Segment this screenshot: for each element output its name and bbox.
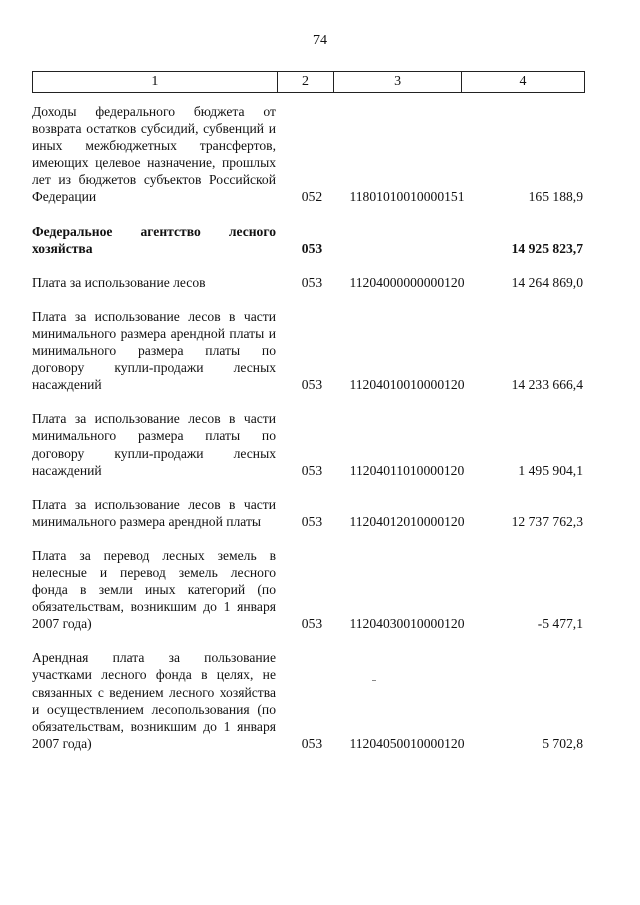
row-code: 11801010010000151 — [349, 189, 465, 205]
row-amount: 165 188,9 — [528, 189, 583, 205]
scan-speck — [372, 680, 376, 681]
row-chapter: 053 — [301, 462, 323, 478]
row-code: 11204050010000120 — [349, 735, 465, 751]
row-name: Плата за использование лесов в части минимального размера платы по договору купли-продажи лесных насаждений — [32, 411, 276, 478]
row-code: 11204030010000120 — [349, 616, 465, 632]
table-row — [32, 103, 585, 206]
row-chapter: 052 — [301, 189, 323, 205]
row-chapter: 053 — [301, 616, 323, 632]
row-name: Плата за перевод лесных земель в нелесные и перевод земель лесного фонда в земли иных категорий (по обязательствам, возникшим до 1 января 2007 года) — [32, 547, 276, 632]
row-chapter: 053 — [301, 240, 323, 256]
row-chapter: 053 — [301, 735, 323, 751]
row-spacer — [32, 479, 585, 496]
row-amount: -5 477,1 — [537, 616, 583, 632]
row-code: 11204011010000120 — [349, 462, 465, 478]
budget-rows — [32, 103, 585, 752]
row-amount: 1 495 904,1 — [518, 462, 583, 478]
row-name: Плата за использование лесов в части минимального размера арендной платы и минимального размера платы по договору купли-продажи лесных насаждений — [32, 308, 276, 393]
column-header-row — [33, 72, 585, 93]
row-name: Федеральное агентство лесного хозяйства — [32, 223, 276, 256]
row-name: Арендная плата за пользование участками лесного фонда в целях, не связанных с ведением лесного хозяйства и осуществлением лесопользования (по обязательствам, возникшим до 1 января 2007 года) — [32, 650, 276, 751]
column-header-table — [32, 71, 585, 93]
table-row — [32, 308, 585, 393]
page-number: 74 — [313, 33, 327, 48]
row-name: Плата за использование лесов в части минимального размера арендной платы — [32, 496, 276, 529]
column-header-2: 2 — [277, 72, 334, 93]
row-chapter: 053 — [301, 274, 323, 290]
table-row — [32, 410, 585, 478]
row-spacer — [32, 291, 585, 308]
table-row — [32, 547, 585, 632]
row-code: 11204010010000120 — [349, 377, 465, 393]
row-chapter: 053 — [301, 513, 323, 529]
row-amount: 14 233 666,4 — [511, 377, 583, 393]
row-amount: 14 925 823,7 — [511, 240, 583, 256]
table-row — [32, 223, 585, 257]
row-amount: 5 702,8 — [542, 735, 583, 751]
row-spacer — [32, 206, 585, 223]
row-spacer — [32, 393, 585, 410]
column-header-4: 4 — [462, 72, 585, 93]
row-code: 11204000000000120 — [349, 274, 465, 290]
table-row — [32, 496, 585, 530]
row-spacer — [32, 257, 585, 274]
row-amount: 12 737 762,3 — [511, 513, 583, 529]
row-name: Доходы федерального бюджета от возврата остатков субсидий, субвенций и иных межбюджетных трансфертов, имеющих целевое назначение, прошлых лет из бюджетов субъектов Российской Федерации — [32, 104, 276, 205]
table-row — [32, 274, 585, 291]
column-header-3: 3 — [334, 72, 462, 93]
row-spacer — [32, 530, 585, 547]
row-name: Плата за использование лесов — [32, 274, 206, 290]
row-spacer — [32, 632, 585, 649]
row-code: 11204012010000120 — [349, 513, 465, 529]
column-header-1: 1 — [33, 72, 278, 93]
table-row — [32, 649, 585, 752]
row-amount: 14 264 869,0 — [511, 274, 583, 290]
row-chapter: 053 — [301, 377, 323, 393]
